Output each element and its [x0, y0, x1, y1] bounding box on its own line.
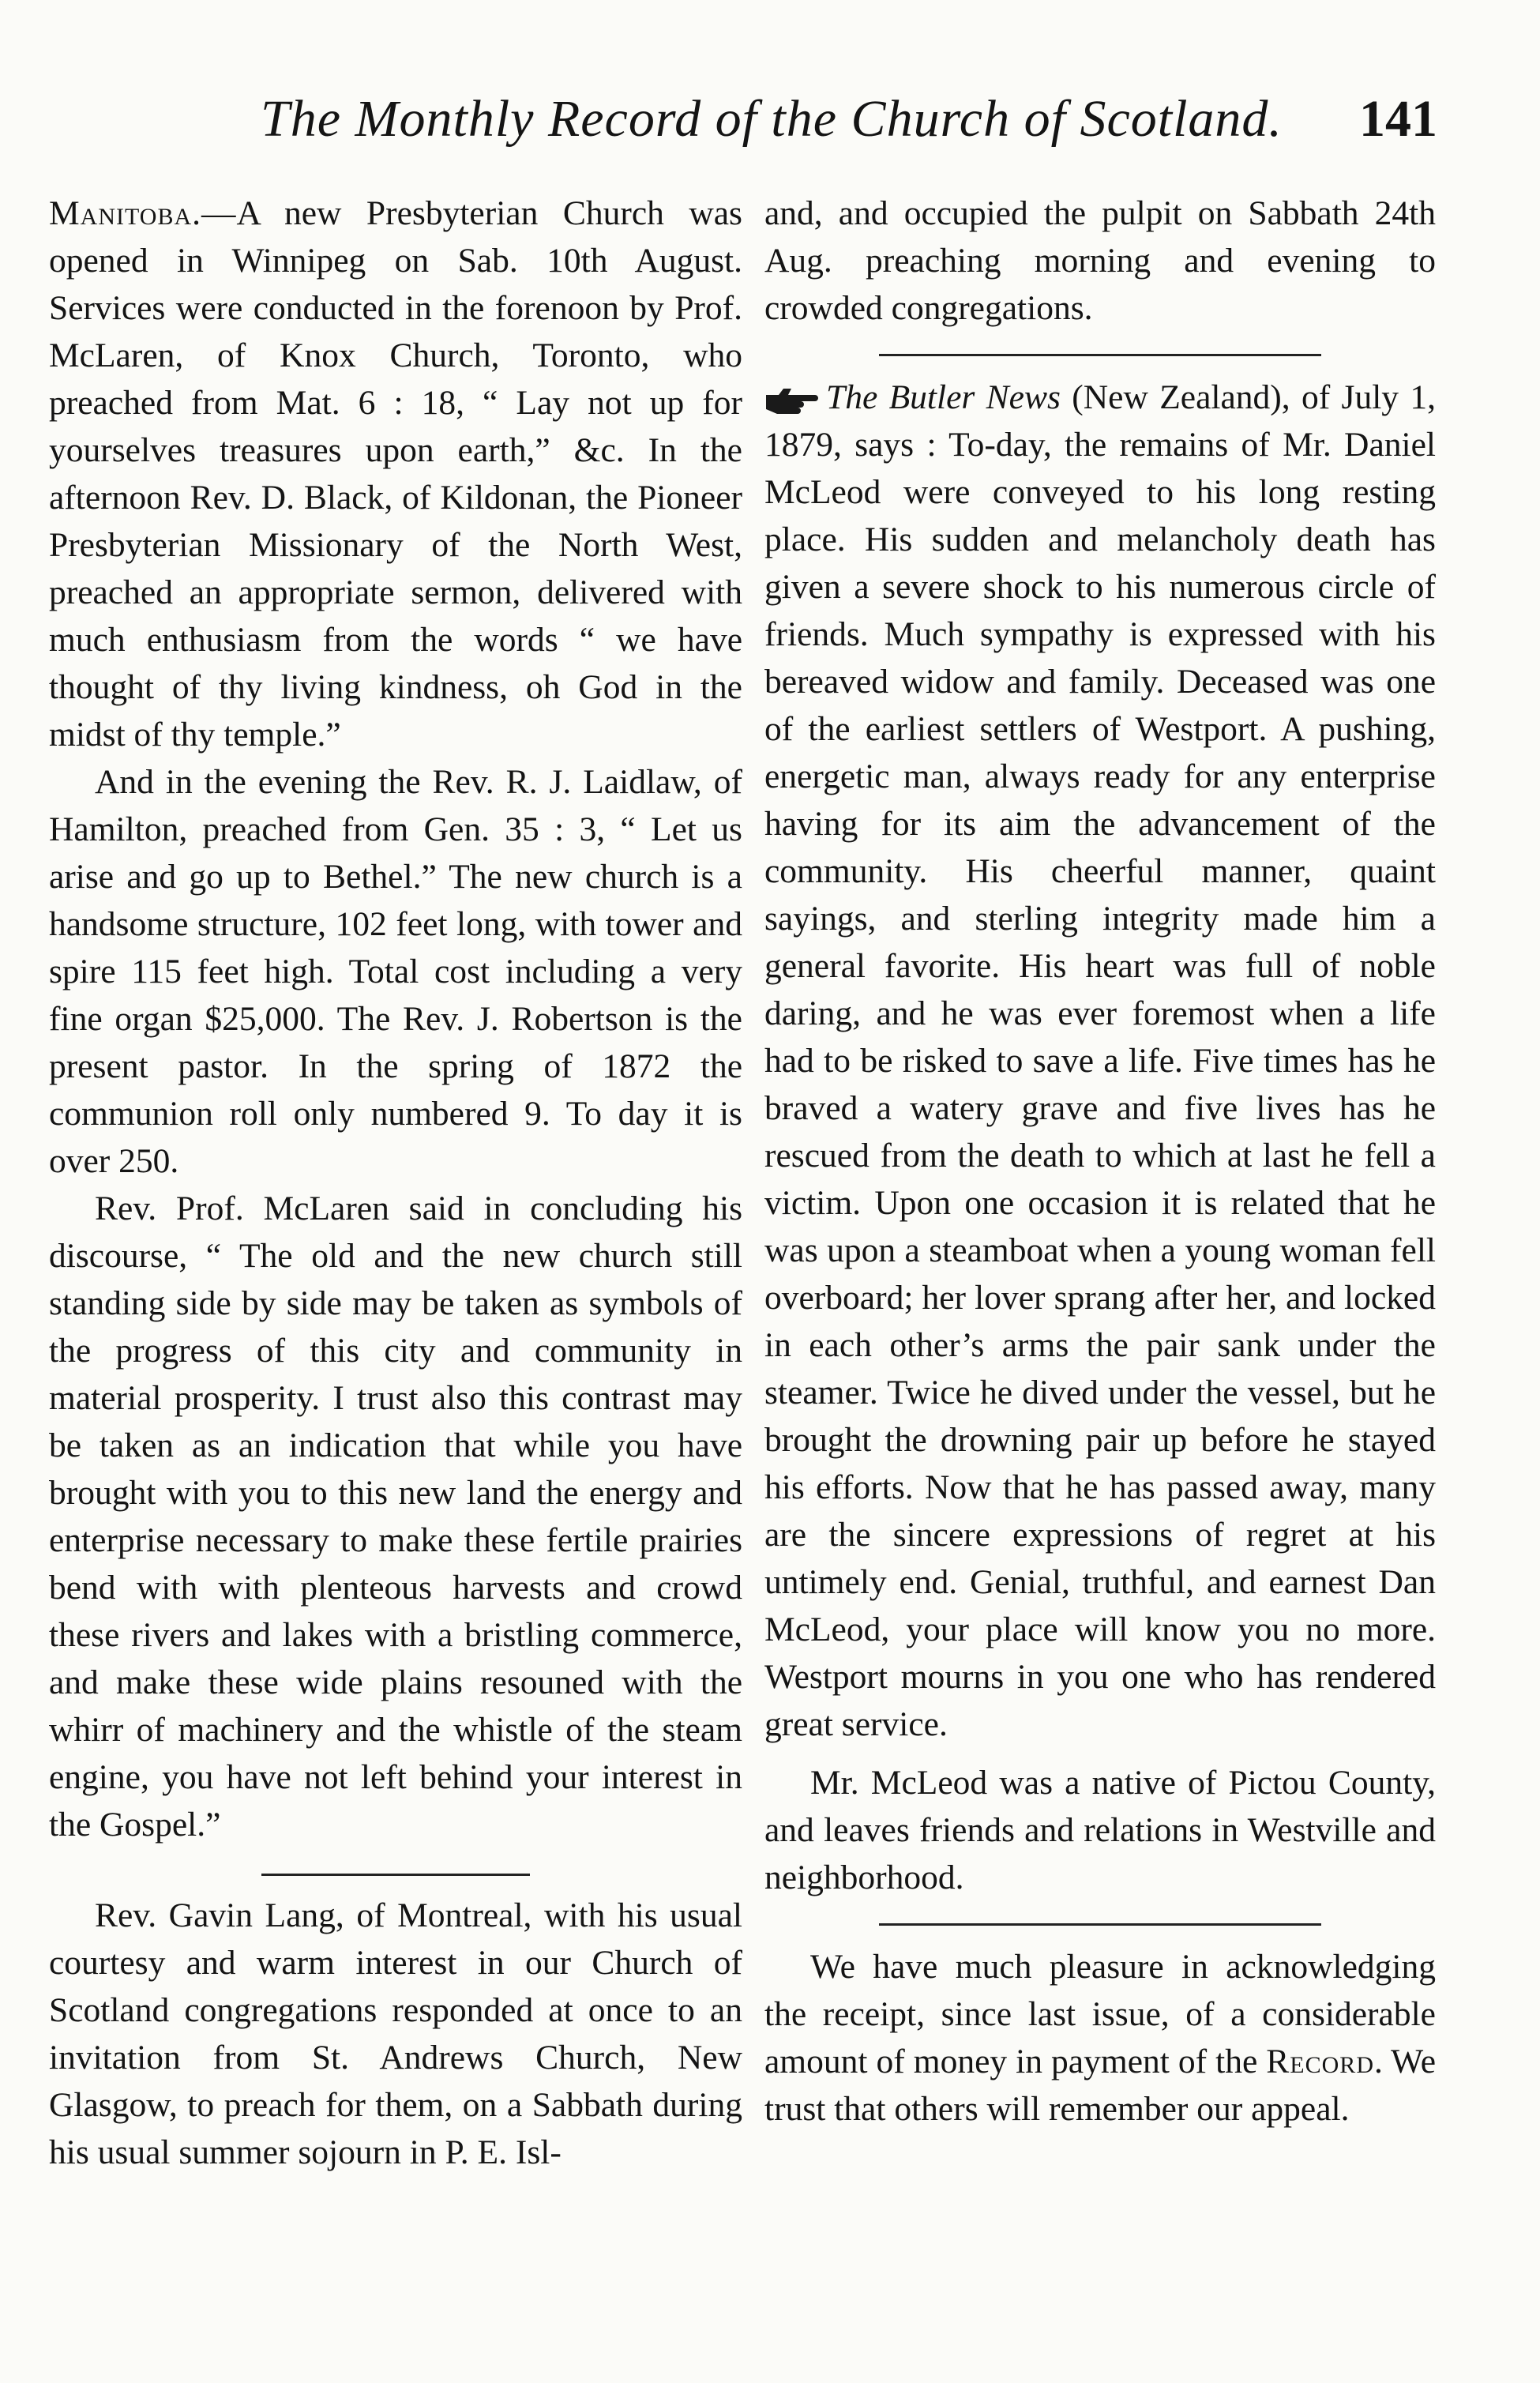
acknowledgement-paragraph	[764, 1943, 1436, 2133]
mcleod-obituary-paragraph	[764, 374, 1436, 1748]
right-column	[764, 190, 1436, 2133]
section-lead: Manitoba.—	[49, 194, 237, 232]
continuation-paragraph: and, and occupied the pulpit on Sabbath 24th Aug. preaching morning and evening to crowded congregations.	[764, 194, 1436, 327]
section-divider	[879, 1923, 1321, 1926]
evening-service-paragraph: And in the evening the Rev. R. J. Laidlaw, of Hamilton, preached from Gen. 35 : 3, “ Let us arise and go up to Bethel.” The new church is a handsome structure, 102 feet long, with tower and spire 115 feet high. Total cost including a very fine organ $25,000. The Rev. J. Robertson is the present pastor. In the spring of 1872 the communion roll only numbered 9. To day it is over 250.	[49, 763, 742, 1180]
pointing-hand-icon	[764, 385, 818, 415]
mclaren-quote-paragraph: Rev. Prof. McLaren said in concluding his discourse, “ The old and the new church still standing side by side may be taken as symbols of the progress of this city and community in material prosperity. I trust also this contrast may be taken as an indication that while you have brought with you to this new land the energy and enterprise necessary to make these fertile prairies bend with with plenteous harvests and crowd these rivers and lakes with a bristling commerce, and make these wide plains resouned with the whirr of machinery and the whistle of the steam engine, you have not left behind your interest in the Gospel.”	[49, 1190, 742, 1844]
manitoba-paragraph	[49, 190, 742, 758]
obituary-text: (New Zealand), of July 1, 1879, says : To-day, the remains of Mr. Daniel McLeod were conveyed to his long resting place. His sudden and melancholy death has given a severe shock to his numerous circle of friends. Much sympathy is expressed with his bereaved widow and family. Deceased was one of the earliest settlers of Westport. A pushing, energetic man, always ready for any enterprise having for its aim the advancement of the community. His cheerful manner, quaint sayings, and sterling integrity made him a general favorite. His heart was full of noble daring, and he was ever foremost when a life had to be risked to save a life. Five times has he braved a watery grave and five lives has he rescued from the death to which at last he fell a victim. Upon one occasion it is related that he was upon a steamboat when a young woman fell overboard; her lover sprang after her, and locked in each other’s arms the pair sank under the steamer. Twice he dived under the vessel, but he brought the drowning pair up before he stayed his efforts. Now that he has passed away, many are the sincere expressions of regret at his untimely end. Genial, truthful, and earnest Dan McLeod, your place will know you no more. Westport mourns in you one who has rendered great service.	[764, 378, 1436, 1743]
left-column	[49, 190, 742, 2176]
page-header	[0, 75, 1540, 162]
page-number: 141	[1359, 90, 1437, 148]
mcleod-origin-paragraph: Mr. McLeod was a native of Pictou County, and leaves friends and relations in Westville and neighborhood.	[764, 1764, 1436, 1896]
acknowledgement-text: We have much pleasure in acknowledging the receipt, since last issue, of a considerable amount of money in payment of the	[764, 1948, 1436, 2080]
running-title: The Monthly Record of the Church of Scotland.	[261, 90, 1283, 148]
record-title: Record	[1266, 2043, 1374, 2080]
section-divider	[261, 1874, 530, 1876]
section-divider	[879, 354, 1321, 356]
manitoba-text: A new Presbyterian Church was opened in Winnipeg on Sab. 10th August. Services were conducted in the forenoon by Prof. McLaren, of Knox Church, Toronto, who preached from Mat. 6 : 18, “ Lay not up for yourselves treasures upon earth,” &c. In the afternoon Rev. D. Black, of Kildonan, the Pioneer Presbyterian Missionary of the North West, preached an appropriate sermon, delivered with much enthusiasm from the words “ we have thought of thy living kindness, oh God in the midst of thy temple.”	[49, 194, 742, 754]
gavin-lang-paragraph: Rev. Gavin Lang, of Montreal, with his usual courtesy and warm interest in our Church of Scotland congregations responded at once to an invitation from St. Andrews Church, New Glasgow, to preach for them, on a Sabbath during his usual summer sojourn in P. E. Isl-	[49, 1896, 742, 2171]
acknowledgement-closing: . We trust that others will remember our appeal.	[764, 2043, 1436, 2128]
newspaper-name: The Butler News	[826, 378, 1061, 416]
